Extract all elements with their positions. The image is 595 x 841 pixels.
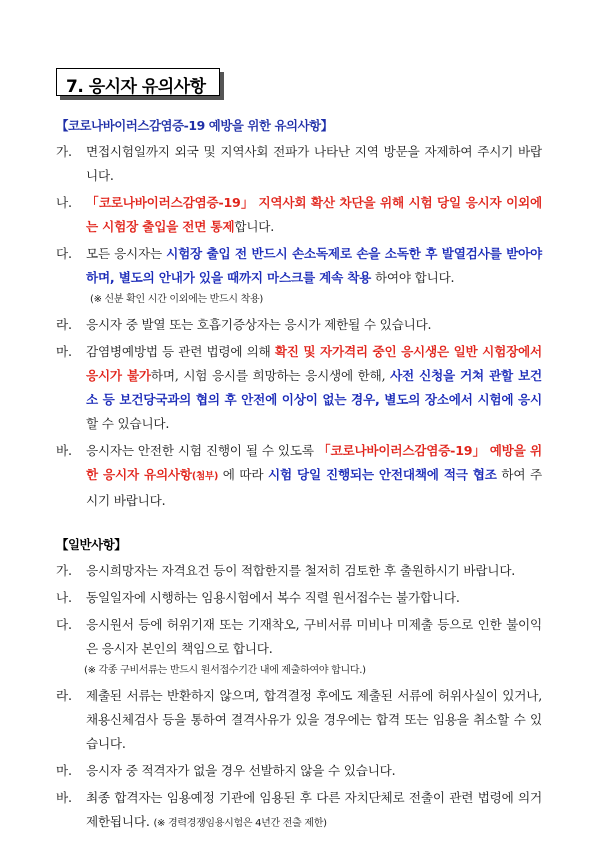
attachment-mark: (첨부) [191,471,219,482]
covid-item-ma [56,340,542,436]
item-marker: 나. [56,590,72,605]
item-marker: 가. [56,144,72,159]
covid-item-na [56,191,542,239]
text-segment: 합니다. [234,219,275,234]
emphasis-blue: 시험장 출입 전 반드시 손소독제로 손을 소독한 후 발열검사를 받아야 하며, 별도의 안내가 있을 때까지 마스크를 계속 착용 [86,246,542,285]
item-text: 동일일자에 시행하는 임용시험에서 복수 직렬 원서접수는 불가합니다. [86,590,460,605]
emphasis-blue: 시험 당일 진행되는 안전대책에 적극 협조 [268,467,497,482]
transfer-note: (※ 경력경쟁임용시험은 4년간 전출 제한) [153,818,327,829]
emphasis-red: 「코로나바이러스감염증-19」 예방을 위한 응시자 유의사항 [86,443,543,482]
general-item-na [56,586,542,610]
item-text: 응시자 중 적격자가 없을 경우 선발하지 않을 수 있습니다. [86,763,396,778]
section-title-box [56,68,220,96]
emphasis-blue: 사전 신청을 거쳐 관할 보건소 등 보건당국과의 협의 후 안전에 이상이 없는 경우, 별도의 장소에서 시험에 응시 [86,368,543,407]
general-item-ma [56,759,542,783]
emphasis-red: 「코로나바이러스감염증-19」 지역사회 확산 차단을 위해 시험 당일 응시자 이외에는 시험장 출입을 전면 통제 [86,195,542,234]
general-item-da [56,613,542,661]
item-marker: 라. [56,317,72,332]
item-text [86,340,542,436]
text-segment: 감염병예방법 등 관련 법령에 의해 [86,344,275,359]
mask-note: (※ 신분 확인 시간 이외에는 반드시 착용) [90,294,263,305]
item-text [86,191,542,239]
covid-item-ra [56,313,542,337]
item-marker: 다. [56,246,72,261]
text-segment: 최종 합격자는 임용예정 기관에 임용된 후 다른 자치단체로 전출이 관련 법령에 의거 제한됩니다. [86,790,542,829]
item-text: 응시자 중 발열 또는 호흡기증상자는 응시가 제한될 수 있습니다. [86,317,432,332]
item-marker: 바. [56,790,72,805]
item-text: 면접시험일까지 외국 및 지역사회 전파가 나타난 지역 방문을 자제하여 주시기 바랍니다. [86,144,542,183]
item-marker: 라. [56,688,72,703]
item-text [86,439,542,513]
general-item-ba [56,786,542,836]
item-marker: 나. [56,195,72,210]
item-text: 응시희망자는 자격요건 등이 적합한지를 철저히 검토한 후 출원하시기 바랍니다. [86,563,516,578]
text-segment: 모든 응시자는 [86,246,167,261]
item-marker: 마. [56,344,72,359]
covid-item-da [56,242,542,290]
text-segment: 하여 주시기 바랍니다. [86,467,543,508]
general-item-ra [56,684,542,756]
item-text [86,786,542,836]
text-segment: 하여야 합니다. [371,270,455,285]
covid-item-ba [56,439,542,513]
section-title: 7. 응시자 유의사항 [66,77,206,97]
text-segment: 에 따라 [218,467,269,482]
text-segment: 하며, 시험 응시를 희망하는 응시생에 한해, [150,368,391,383]
notice-content [56,114,542,839]
emphasis-red: 확진 및 자가격리 중인 응시생은 일반 시험장에서 응시가 불가 [86,344,542,383]
item-text: 제출된 서류는 반환하지 않으며, 합격결정 후에도 제출된 서류에 허위사실이 있거나, 채용신체검사 등을 통하여 결격사유가 있을 경우에는 합격 또는 임용을 취소할 수 있습니다. [86,688,542,751]
item-text [86,242,542,290]
item-marker: 다. [56,617,72,632]
general-item-ga [56,559,542,583]
covid-item-ga [56,140,542,188]
item-marker: 마. [56,763,72,778]
item-marker: 가. [56,563,72,578]
item-marker: 바. [56,443,72,458]
covid-section-heading: 【코로나바이러스감염증-19 예방을 위한 유의사항】 [56,118,333,133]
text-segment: 응시자는 안전한 시험 진행이 될 수 있도록 [86,443,318,458]
text-segment: 할 수 있습니다. [86,416,170,431]
documents-note: (※ 각종 구비서류는 반드시 원서접수기간 내에 제출하여야 합니다.) [84,665,366,676]
general-section-heading: 【일반사항】 [56,537,127,552]
item-text: 응시원서 등에 허위기재 또는 기재착오, 구비서류 미비나 미제출 등으로 인한 불이익은 응시자 본인의 책임으로 합니다. [86,617,542,656]
